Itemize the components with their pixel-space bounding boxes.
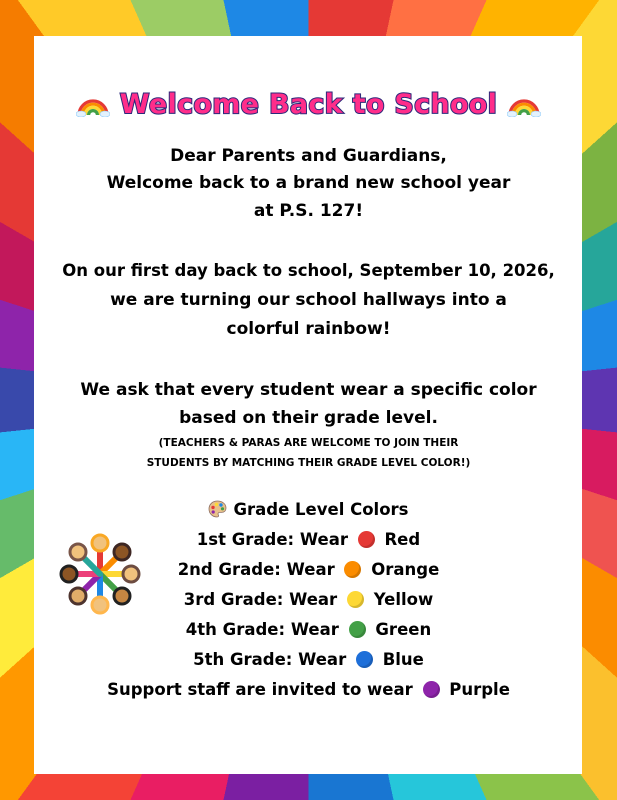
grade-color-name: Red <box>384 530 421 549</box>
palette-icon <box>208 500 227 522</box>
colors-heading-text: Grade Level Colors <box>233 500 409 519</box>
staff-label: Support staff are invited to wear <box>107 680 419 699</box>
grade-label: 2nd Grade: Wear <box>177 560 335 579</box>
red-circle-icon <box>358 531 375 548</box>
staff-line <box>0 680 617 699</box>
grade-label: 4th Grade: Wear <box>185 620 339 639</box>
page-title: Welcome Back to School <box>119 88 498 120</box>
title-row <box>0 84 617 124</box>
green-circle-icon <box>349 621 366 638</box>
greeting-line: Dear Parents and Guardians, <box>170 146 447 166</box>
grade-color-name: Blue <box>382 650 424 669</box>
staff-color-name: Purple <box>449 680 510 699</box>
grade-color-name: Green <box>375 620 432 639</box>
request-line: We ask that every student wear a specific color <box>80 380 537 400</box>
blue-circle-icon <box>356 651 373 668</box>
orange-circle-icon <box>344 561 361 578</box>
note-line: (TEACHERS & PARAS ARE WELCOME TO JOIN THEIR <box>158 437 459 449</box>
grade-label: 3rd Grade: Wear <box>183 590 338 609</box>
first-day-line: we are turning our school hallways into a <box>110 290 507 310</box>
first-day-line: On our first day back to school, September 10, 2026, <box>62 261 555 280</box>
request-line: based on their grade level. <box>179 408 438 428</box>
grade-label: 5th Grade: Wear <box>193 650 347 669</box>
grade-line-5 <box>0 650 617 669</box>
greeting-line: at P.S. 127! <box>253 201 364 221</box>
children-circle-icon <box>58 532 142 616</box>
note-line: STUDENTS BY MATCHING THEIR GRADE LEVEL COLOR!) <box>146 457 471 469</box>
yellow-circle-icon <box>347 591 364 608</box>
purple-circle-icon <box>423 681 440 698</box>
colors-heading <box>0 500 617 522</box>
greeting-line: Welcome back to a brand new school year <box>106 173 511 193</box>
rainbow-icon <box>507 91 541 117</box>
rainbow-icon <box>76 91 110 117</box>
grade-color-name: Orange <box>371 560 440 579</box>
grade-label: 1st Grade: Wear <box>196 530 348 549</box>
first-day-line: colorful rainbow! <box>226 319 391 339</box>
grade-color-name: Yellow <box>373 590 434 609</box>
grade-line-4 <box>0 620 617 639</box>
